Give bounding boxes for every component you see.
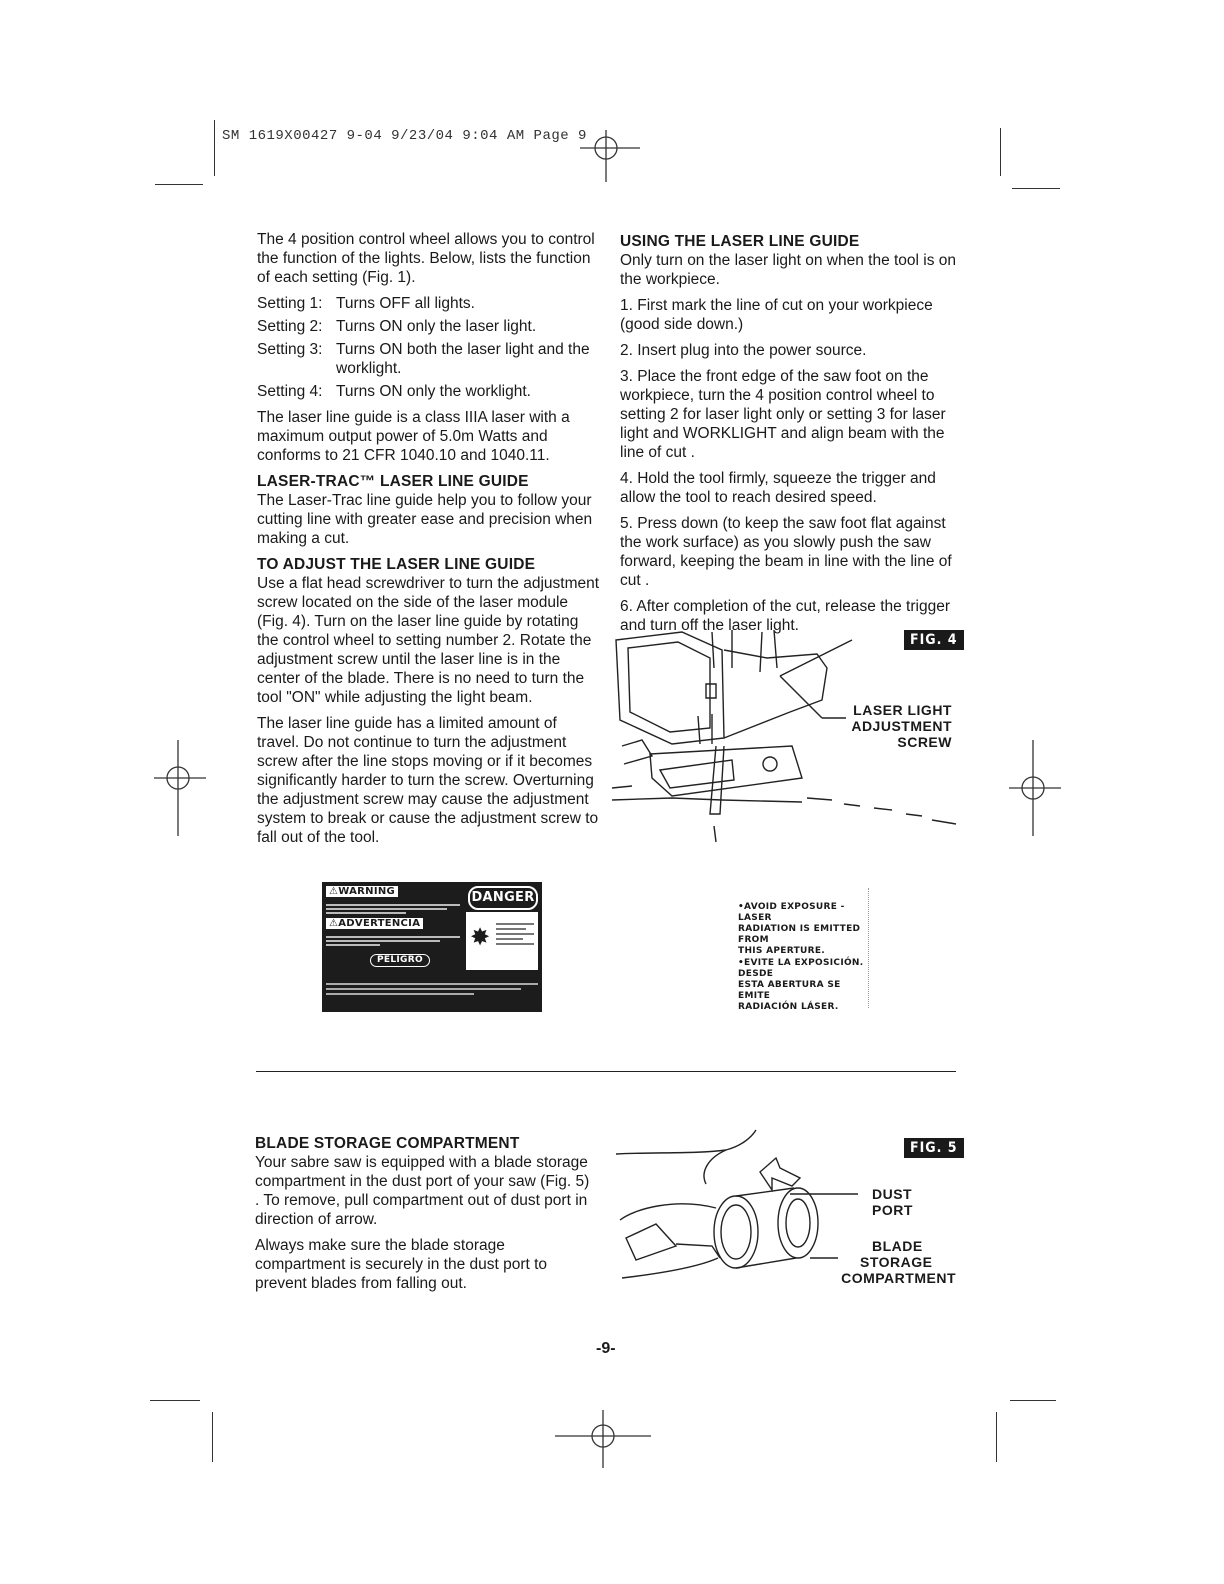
adjust-heading: TO ADJUST THE LASER LINE GUIDE	[257, 556, 536, 573]
crop-mark-bl-v	[212, 1412, 213, 1462]
callout-line: LASER LIGHT	[853, 702, 952, 718]
callout-line: DUST	[872, 1186, 913, 1202]
registration-mark-bottom	[555, 1410, 655, 1470]
aperture-line: ESTA ABERTURA SE EMITE	[738, 980, 841, 1001]
crop-mark-bl-h	[150, 1400, 200, 1401]
advertencia-text-lines	[326, 934, 460, 948]
registration-mark-right	[1005, 740, 1065, 840]
setting-text: Turns OFF all lights.	[336, 295, 475, 312]
callout-line: ADJUSTMENT	[851, 718, 952, 734]
aperture-line: •AVOID EXPOSURE - LASER	[738, 902, 845, 923]
aperture-warning-en	[738, 902, 868, 957]
section-divider	[256, 1071, 956, 1072]
fig5-callout-blade-storage	[834, 1238, 956, 1286]
blade-storage-section	[255, 1134, 590, 1300]
fig4-tag: FIG. 4	[904, 630, 964, 650]
warning-badge: ⚠WARNING	[326, 886, 398, 897]
warning-text-lines	[326, 902, 460, 916]
setting-label: Setting 2:	[257, 318, 323, 335]
warning-label	[322, 882, 542, 1012]
list-item: 2. Insert plug into the power source.	[620, 342, 867, 359]
adjust-paragraph: Use a flat head screwdriver to turn the adjustment screw located on the side of the laser module (Fig. 4). Turn on the laser line guide by rotating the control wheel to setting number 2. Rotate the adjustment screw until the laser line is in the center of the blade. There is no need to turn the tool "ON" while adjusting the light beam.	[257, 575, 600, 706]
list-item: 1. First mark the line of cut on your workpiece (good side down.)	[620, 297, 933, 333]
setting-label: Setting 3:	[257, 341, 323, 358]
travel-paragraph: The laser line guide has a limited amount of travel. Do not continue to turn the adjustment screw after the line stops moving or if it becomes significantly harder to turn the screw. Overturning the adjustment screw may cause the adjustment system to break or cause the adjustment screw to fall out of the tool.	[257, 715, 599, 846]
steps-list	[620, 296, 960, 635]
lasertrac-heading: LASER-TRAC™ LASER LINE GUIDE	[257, 473, 529, 490]
advertencia-badge: ⚠ADVERTENCIA	[326, 918, 423, 929]
laser-starburst-icon: ✸	[470, 924, 491, 951]
setting-row-1	[257, 294, 602, 313]
setting-row-3	[257, 340, 602, 378]
fig5-tag: FIG. 5	[904, 1138, 964, 1158]
blade-storage-paragraph-1: Your sabre saw is equipped with a blade storage compartment in the dust port of your saw (Fig. 5) . To remove, pull compartment out of dust port in direction of arrow.	[255, 1154, 590, 1228]
setting-label: Setting 4:	[257, 383, 323, 400]
setting-label: Setting 1:	[257, 295, 323, 312]
aperture-line: RADIACIÓN LÁSER.	[738, 1002, 839, 1012]
peligro-badge: PELIGRO	[370, 954, 430, 967]
fig4-callout	[846, 702, 952, 750]
right-column	[620, 232, 960, 642]
setting-text: Turns ON both the laser light and the worklight.	[336, 341, 590, 377]
callout-line: STORAGE	[860, 1254, 933, 1270]
list-item: 4. Hold the tool firmly, squeeze the trigger and allow the tool to reach desired speed.	[620, 470, 936, 506]
crop-mark-tr-h	[1012, 188, 1060, 189]
label-fine-print	[326, 980, 538, 998]
danger-panel	[466, 912, 538, 970]
slug-left-bar	[214, 120, 215, 176]
page-number: -9-	[596, 1340, 616, 1357]
blade-storage-heading: BLADE STORAGE COMPARTMENT	[255, 1135, 520, 1152]
fig5-callout-dust-port	[872, 1186, 913, 1218]
callout-line: BLADE	[872, 1238, 923, 1254]
laser-class-paragraph: The laser line guide is a class IIIA laser with a maximum output power of 5.0m Watts and conforms to 21 CFR 1040.10 and 1040.11.	[257, 409, 570, 464]
list-item: 6. After completion of the cut, release the trigger and turn off the laser light.	[620, 598, 950, 634]
danger-badge: DANGER	[468, 886, 538, 910]
aperture-label-border	[868, 888, 870, 1008]
list-item: 3. Place the front edge of the saw foot on the workpiece, turn the 4 position control wheel to setting 2 for laser light only or setting 3 for laser light and WORKLIGHT and align beam with the line of cut .	[620, 368, 946, 461]
aperture-line: THIS APERTURE.	[738, 946, 826, 956]
aperture-warning-es	[738, 958, 868, 1013]
registration-mark-top	[580, 120, 640, 190]
blade-storage-paragraph-2: Always make sure the blade storage compartment is securely in the dust port to prevent blades from falling out.	[255, 1237, 548, 1292]
callout-line: PORT	[872, 1202, 913, 1218]
setting-text: Turns ON only the laser light.	[336, 318, 537, 335]
crop-mark-tr-v	[1000, 128, 1001, 176]
left-column	[257, 230, 602, 854]
list-item: 5. Press down (to keep the saw foot flat against the work surface) as you slowly push the saw forward, keeping the beam in line with the line of cut .	[620, 515, 952, 589]
callout-line: SCREW	[897, 734, 952, 750]
setting-row-4	[257, 382, 602, 401]
crop-mark-br-v	[996, 1412, 997, 1462]
setting-row-2	[257, 317, 602, 336]
callout-line: COMPARTMENT	[841, 1270, 956, 1286]
crop-mark-br-h	[1010, 1400, 1056, 1401]
setting-text: Turns ON only the worklight.	[336, 383, 531, 400]
crop-mark-tl	[155, 184, 203, 185]
registration-mark-left	[150, 740, 210, 840]
using-intro: Only turn on the laser light on when the tool is on the workpiece.	[620, 252, 957, 288]
aperture-line: •EVITE LA EXPOSICIÓN. DESDE	[738, 958, 864, 979]
aperture-line: RADIATION IS EMITTED FROM	[738, 924, 861, 945]
print-slug: SM 1619X00427 9-04 9/23/04 9:04 AM Page 9	[222, 128, 587, 144]
using-heading: USING THE LASER LINE GUIDE	[620, 233, 860, 250]
control-wheel-intro: The 4 position control wheel allows you to control the function of the lights. Below, lists the function of each setting (Fig. 1).	[257, 231, 595, 286]
lasertrac-paragraph: The Laser-Trac line guide help you to follow your cutting line with greater ease and precision when making a cut.	[257, 492, 593, 547]
